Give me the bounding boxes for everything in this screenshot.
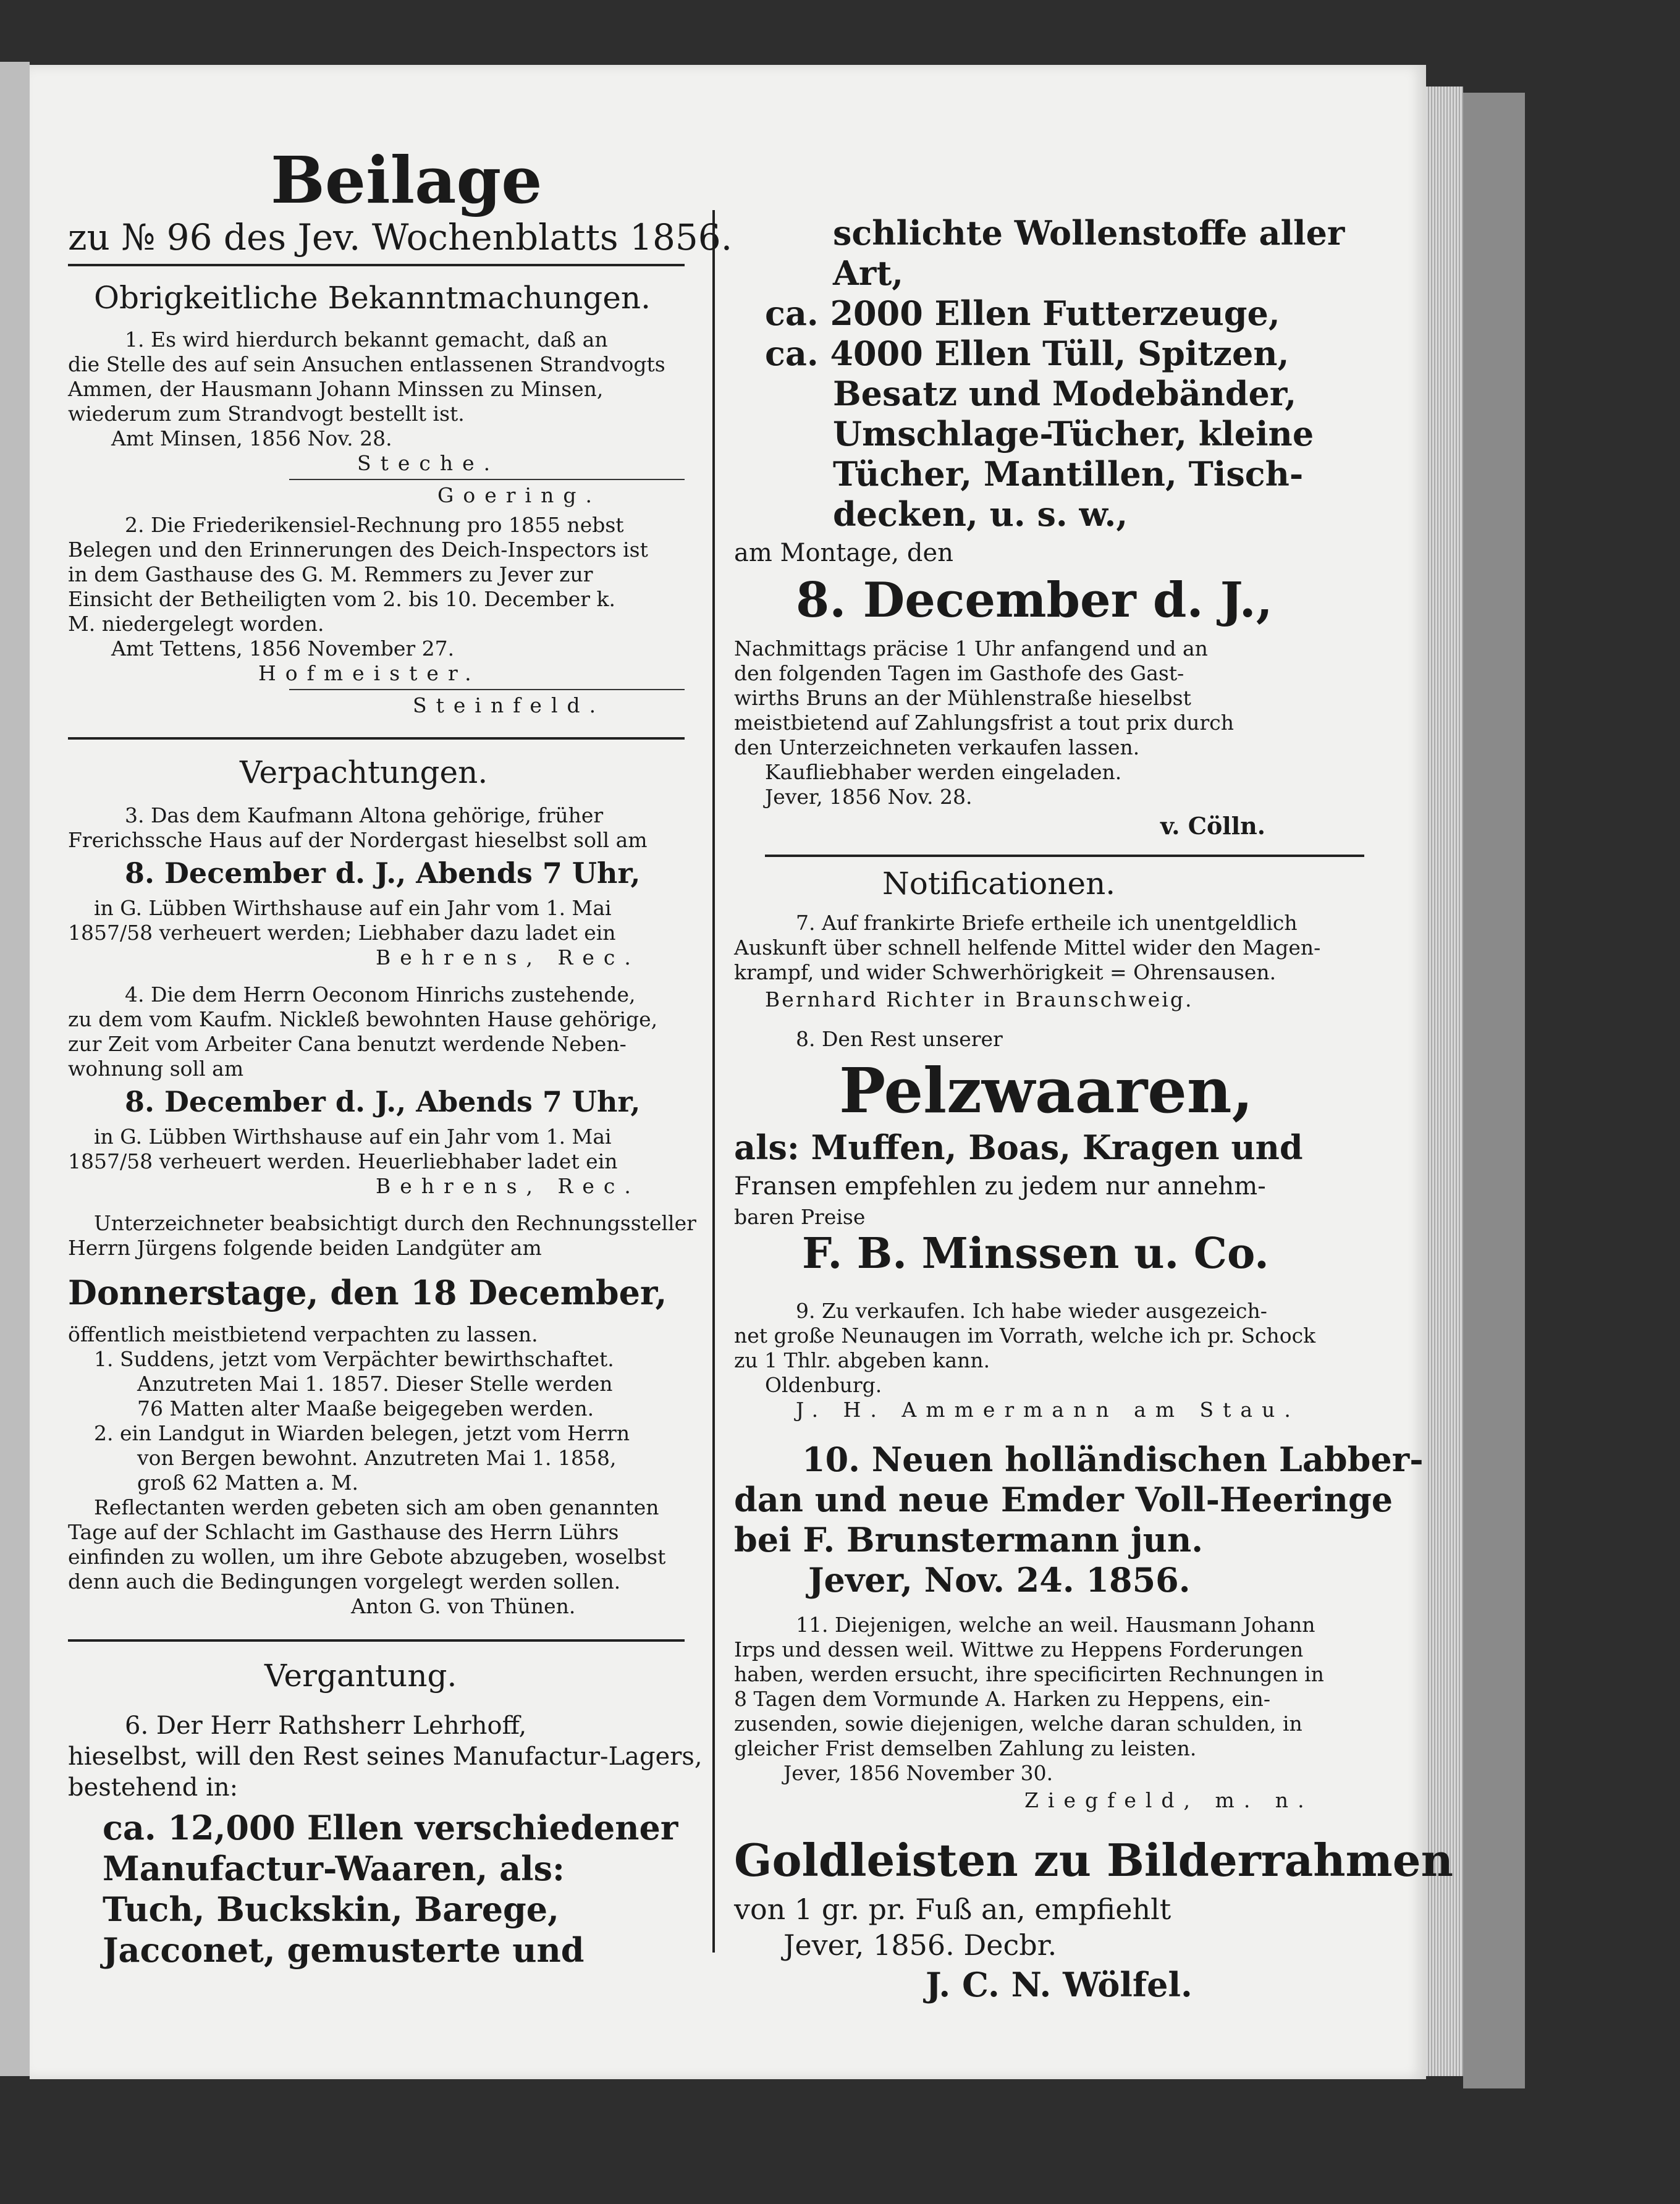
notice-5-line: Reflectanten werden gebeten sich am oben genannten — [94, 1495, 659, 1519]
notice-6-cont-line: wirths Bruns an der Mühlenstraße hieselbst — [734, 686, 1191, 710]
notice-6-cont-highlight: Umschlage-Tücher, kleine — [833, 414, 1314, 454]
notice-11-line: 11. Diejenigen, welche an weil. Hausmann Johann — [796, 1613, 1315, 1637]
notice-6-cont-line: Kaufliebhaber werden eingeladen. — [765, 760, 1122, 784]
notice-4-line: 1857/58 verheuert werden. Heuerliebhaber ladet ein — [68, 1149, 618, 1173]
notice-5-line: von Bergen bewohnt. Anzutreten Mai 1. 1858, — [137, 1446, 617, 1470]
notice-3-signature: Behrens, Rec. — [376, 945, 640, 969]
notice-3-line: 1857/58 verheuert werden; Liebhaber dazu ladet ein — [68, 921, 616, 945]
notice-10-highlight: 10. Neuen holländischen Labber- — [802, 1440, 1424, 1479]
notice-1-signature: Steche. — [357, 451, 500, 475]
notice-2-line: Amt Tettens, 1856 November 27. — [111, 636, 455, 661]
notice-2-line: Belegen und den Erinnerungen des Deich-Inspectors ist — [68, 538, 648, 562]
notice-6-cont-line: Nachmittags präcise 1 Uhr anfangend und an — [734, 636, 1208, 661]
notice-6-cont-highlight: Besatz und Modebänder, — [833, 374, 1297, 413]
notice-11-line: haben, werden ersucht, ihre specificirten Rechnungen in — [734, 1662, 1324, 1686]
notice-3-line: Frerichssche Haus auf der Nordergast hieselbst soll am — [68, 828, 648, 852]
notice-11-line: 8 Tagen dem Vormunde A. Harken zu Heppens, ein- — [734, 1687, 1271, 1711]
notice-5-date: Donnerstage, den 18 December, — [68, 1273, 667, 1312]
notice-9-line: Oldenburg. — [765, 1373, 882, 1397]
page-title: Beilage — [271, 142, 542, 218]
notice-2-line: M. niedergelegt worden. — [68, 612, 324, 636]
notice-1-line: Amt Minsen, 1856 Nov. 28. — [111, 426, 392, 450]
notice-4-signature: Behrens, Rec. — [376, 1174, 640, 1198]
notice-2-line: 2. Die Friederikensiel-Rechnung pro 1855 nebst — [125, 513, 624, 537]
notice-6-highlight: Manufactur-Waaren, als: — [103, 1849, 565, 1888]
notice-4-line: in G. Lübben Wirthshause auf ein Jahr vom 1. Mai — [94, 1125, 612, 1149]
section-rule — [68, 1639, 685, 1642]
notice-8-line: Fransen empfehlen zu jedem nur annehm- — [734, 1172, 1266, 1201]
notice-8-line: baren Preise — [734, 1205, 866, 1229]
notice-1-line: wiederum zum Strandvogt bestellt ist. — [68, 402, 465, 426]
notice-10-highlight: bei F. Brunstermann jun. — [734, 1520, 1204, 1560]
notice-6-line: bestehend in: — [68, 1773, 238, 1802]
notice-6-cont-highlight: Tücher, Mantillen, Tisch- — [833, 454, 1304, 494]
notice-5-line: 2. ein Landgut in Wiarden belegen, jetzt vom Herrn — [94, 1421, 630, 1445]
notice-5-line: denn auch die Bedingungen vorgelegt werden sollen. — [68, 1569, 621, 1594]
notice-12-line: Jever, 1856. Decbr. — [783, 1928, 1057, 1962]
notice-7-signature: Bernhard Richter in Braunschweig. — [765, 987, 1194, 1011]
notice-6-line: 6. Der Herr Rathsherr Lehrhoff, — [125, 1712, 527, 1740]
notice-5-signature: Anton G. von Thünen. — [351, 1594, 576, 1618]
notice-5-line: einfinden zu wollen, um ihre Gebote abzugeben, woselbst — [68, 1545, 666, 1569]
notice-4-line: zu dem vom Kaufm. Nickleß bewohnten Hause gehörige, — [68, 1007, 658, 1031]
section-title-auction: Vergantung. — [264, 1658, 457, 1694]
column-divider — [712, 210, 715, 1953]
notice-9-line: net große Neunaugen im Vorrath, welche ich pr. Schock — [734, 1324, 1316, 1348]
notice-8-signature: F. B. Minssen u. Co. — [802, 1229, 1269, 1278]
notice-2-line: in dem Gasthause des G. M. Remmers zu Jever zur — [68, 562, 593, 586]
notice-10-date: Jever, Nov. 24. 1856. — [808, 1560, 1191, 1600]
signature-rule — [289, 479, 685, 480]
header-rule — [68, 264, 685, 266]
notice-7-line: krampf, und wider Schwerhörigkeit = Ohrensausen. — [734, 960, 1277, 984]
notice-4-line: 4. Die dem Herrn Oeconom Hinrichs zustehende, — [125, 982, 636, 1007]
notice-11-signature: Ziegfeld, m. n. — [1024, 1788, 1314, 1812]
notice-1-line: die Stelle des auf sein Ansuchen entlassenen Strandvogts — [68, 352, 665, 376]
notice-6-cont-line: den folgenden Tagen im Gasthofe des Gast- — [734, 661, 1184, 685]
notice-12-signature: J. C. N. Wölfel. — [926, 1965, 1192, 2004]
section-rule — [68, 737, 685, 740]
notice-6-cont-line: Jever, 1856 Nov. 28. — [765, 785, 973, 809]
page-subtitle: zu № 96 des Jev. Wochenblatts 1856. — [68, 216, 733, 258]
notice-6-cont-highlight: ca. 4000 Ellen Tüll, Spitzen, — [765, 334, 1290, 373]
notice-6-cont-line: den Unterzeichneten verkaufen lassen. — [734, 735, 1140, 759]
notice-6-cont-highlight: schlichte Wollenstoffe aller — [833, 213, 1345, 253]
notice-6-cont-highlight: decken, u. s. w., — [833, 494, 1128, 534]
section-title-official: Obrigkeitliche Bekanntmachungen. — [94, 280, 651, 316]
notice-5-line: Tage auf der Schlacht im Gasthause des Herrn Lührs — [68, 1520, 619, 1544]
notice-6-signature: v. Cölln. — [1160, 812, 1266, 840]
notice-6-highlight: Jacconet, gemusterte und — [103, 1930, 585, 1970]
notice-3-date: 8. December d. J., Abends 7 Uhr, — [125, 856, 641, 890]
signature-rule — [289, 689, 685, 690]
notice-5-line: öffentlich meistbietend verpachten zu lassen. — [68, 1322, 538, 1346]
notice-9-line: 9. Zu verkaufen. Ich habe wieder ausgezeich- — [796, 1299, 1267, 1323]
notice-10-highlight: dan und neue Emder Voll-Heeringe — [734, 1480, 1393, 1519]
notice-4-date: 8. December d. J., Abends 7 Uhr, — [125, 1085, 641, 1118]
notice-3-line: in G. Lübben Wirthshause auf ein Jahr vom 1. Mai — [94, 896, 612, 920]
notice-1-line: Ammen, der Hausmann Johann Minssen zu Minsen, — [68, 377, 604, 401]
notice-6-cont-highlight: ca. 2000 Ellen Futterzeuge, — [765, 293, 1280, 333]
notice-5-line: Unterzeichneter beabsichtigt durch den Rechnungssteller — [94, 1211, 696, 1235]
section-title-leases: Verpachtungen. — [240, 754, 488, 790]
notice-6-line: hieselbst, will den Rest seines Manufactur-Lagers, — [68, 1742, 703, 1771]
notice-9-line: zu 1 Thlr. abgeben kann. — [734, 1348, 990, 1372]
notice-4-line: wohnung soll am — [68, 1057, 244, 1081]
notice-4-line: zur Zeit vom Arbeiter Cana benutzt werdende Neben- — [68, 1032, 627, 1056]
notice-6-highlight: Tuch, Buckskin, Barege, — [103, 1889, 559, 1929]
notice-6-auction-date: 8. December d. J., — [796, 572, 1273, 628]
notice-1-line: 1. Es wird hierdurch bekannt gemacht, daß an — [125, 327, 608, 352]
notice-11-line: Irps und dessen weil. Wittwe zu Heppens Forderungen — [734, 1637, 1304, 1661]
notice-8-line: 8. Den Rest unserer — [796, 1027, 1003, 1051]
notice-11-line: gleicher Frist demselben Zahlung zu leisten. — [734, 1736, 1197, 1760]
section-rule — [765, 855, 1364, 857]
notice-5-line: 76 Matten alter Maaße beigegeben werden. — [137, 1396, 594, 1421]
notice-7-line: Auskunft über schnell helfende Mittel wider den Magen- — [734, 935, 1321, 960]
notice-2-signature: Hofmeister. — [258, 661, 481, 685]
page-stack-edge — [1426, 87, 1463, 2076]
notice-12-line: von 1 gr. pr. Fuß an, empfiehlt — [734, 1893, 1171, 1926]
previous-page-edge — [0, 62, 30, 2076]
notice-2-signature: Steinfeld. — [413, 693, 606, 717]
notice-1-signature: Goering. — [437, 483, 601, 507]
notice-6-cont-line: meistbietend auf Zahlungsfrist a tout prix durch — [734, 711, 1235, 735]
notice-6-cont-highlight: Art, — [833, 253, 904, 293]
notice-6-highlight: ca. 12,000 Ellen verschiedener — [103, 1808, 678, 1847]
section-title-notifications: Notificationen. — [882, 866, 1116, 901]
notice-2-line: Einsicht der Betheiligten vom 2. bis 10. December k. — [68, 587, 615, 611]
notice-8-headline: Pelzwaaren, — [839, 1054, 1254, 1127]
book-cover-edge — [1463, 93, 1525, 2088]
notice-12-headline: Goldleisten zu Bilderrahmen — [734, 1834, 1453, 1886]
notice-5-line: 1. Suddens, jetzt vom Verpächter bewirthschaftet. — [94, 1347, 614, 1371]
notice-5-line: Herrn Jürgens folgende beiden Landgüter am — [68, 1236, 542, 1260]
notice-5-line: groß 62 Matten a. M. — [137, 1471, 358, 1495]
notice-11-line: Jever, 1856 November 30. — [783, 1761, 1053, 1785]
notice-7-line: 7. Auf frankirte Briefe ertheile ich unentgeldlich — [796, 911, 1298, 935]
notice-8-highlight: als: Muffen, Boas, Kragen und — [734, 1128, 1303, 1167]
newspaper-page — [30, 65, 1453, 2079]
notice-9-signature: J. H. Ammermann am Stau. — [796, 1398, 1300, 1422]
notice-6-cont-line: am Montage, den — [734, 539, 953, 567]
notice-3-line: 3. Das dem Kaufmann Altona gehörige, früher — [125, 803, 604, 827]
notice-5-line: Anzutreten Mai 1. 1857. Dieser Stelle werden — [137, 1372, 613, 1396]
notice-11-line: zusenden, sowie diejenigen, welche daran schulden, in — [734, 1712, 1302, 1736]
